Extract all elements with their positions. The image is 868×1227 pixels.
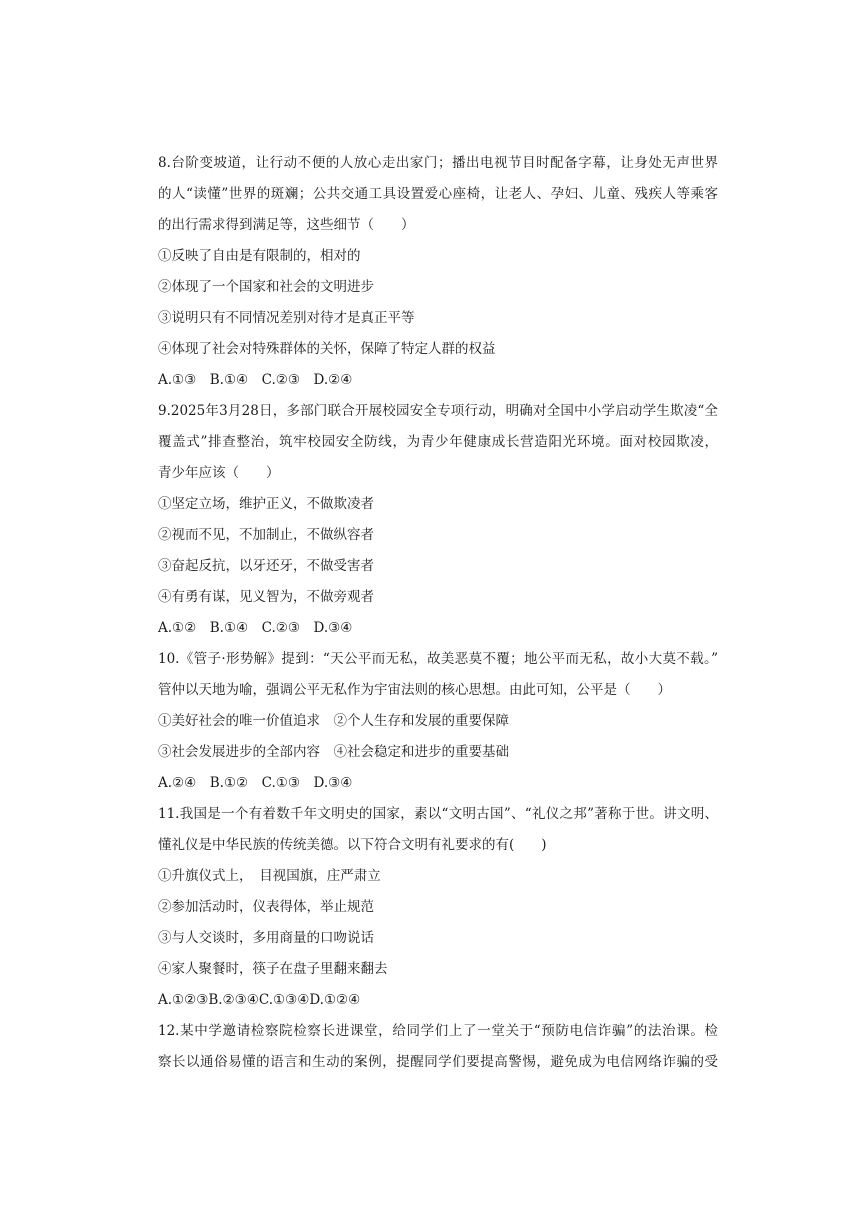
statement-option: ①升旗仪式上， 目视国旗，庄严肃立 xyxy=(158,868,381,884)
question-8 xyxy=(158,148,718,396)
question-stem-line: 懂礼仪是中华民族的传统美德。以下符合文明有礼要求的有( ) xyxy=(158,837,547,853)
answer-choices: A.①③ B.①④ C.②③ D.②④ xyxy=(158,372,353,388)
question-stem-line: 9.2025年3月28日，多部门联合开展校园安全专项行动，明确对全国中小学启动学生欺凌“全 xyxy=(158,403,718,419)
statement-option: ④体现了社会对特殊群体的关怀，保障了特定人群的权益 xyxy=(158,341,496,357)
statement-option: ①美好社会的唯一价值追求 ②个人生存和发展的重要保障 xyxy=(158,713,509,729)
question-stem-line: 青少年应该（ ） xyxy=(158,465,280,481)
statement-option: ①坚定立场，维护正义，不做欺凌者 xyxy=(158,496,374,512)
statement-option: ④家人聚餐时，筷子在盘子里翻来翻去 xyxy=(158,961,388,977)
statement-option: ③与人交谈时，多用商量的口吻说话 xyxy=(158,930,374,946)
statement-option: ④有勇有谋，见义智为，不做旁观者 xyxy=(158,589,374,605)
statement-option: ③说明只有不同情况差别对待才是真正平等 xyxy=(158,310,415,326)
question-10 xyxy=(158,644,718,799)
question-stem-line: 8.台阶变坡道，让行动不便的人放心走出家门；播出电视节目时配备字幕，让身处无声世界 xyxy=(158,155,718,171)
question-stem-line: 11.我国是一个有着数千年文明史的国家，素以“文明古国”、“礼仪之邦”著称于世。讲文明、 xyxy=(158,806,718,822)
question-stem-line: 的人“读懂”世界的斑斓；公共交通工具设置爱心座椅，让老人、孕妇、儿童、残疾人等乘客 xyxy=(158,186,718,202)
statement-option: ③社会发展进步的全部内容 ④社会稳定和进步的重要基础 xyxy=(158,744,509,760)
answer-choices: A.①②③B.②③④C.①③④D.①②④ xyxy=(158,992,361,1008)
question-9 xyxy=(158,396,718,644)
question-11 xyxy=(158,799,718,1016)
statement-option: ②视而不见，不加制止，不做纵容者 xyxy=(158,527,374,543)
statement-option: ②体现了一个国家和社会的文明进步 xyxy=(158,279,374,295)
statement-option: ②参加活动时，仪表得体，举止规范 xyxy=(158,899,374,915)
question-stem-line: 10.《管子·形势解》提到：“天公平而无私，故美恶莫不覆；地公平而无私，故小大莫不载。” xyxy=(158,651,718,667)
statement-option: ③奋起反抗，以牙还牙，不做受害者 xyxy=(158,558,374,574)
statement-option: ①反映了自由是有限制的，相对的 xyxy=(158,248,361,264)
question-stem-line: 的出行需求得到满足等，这些细节（ ） xyxy=(158,217,415,233)
question-stem-line: 覆盖式”排查整治，筑牢校园安全防线，为青少年健康成长营造阳光环境。面对校园欺凌， xyxy=(158,434,718,450)
answer-choices: A.②④ B.①② C.①③ D.③④ xyxy=(158,775,353,791)
question-stem-line: 察长以通俗易懂的语言和生动的案例，提醒同学们要提高警惕，避免成为电信网络诈骗的受 xyxy=(158,1054,718,1070)
question-stem-line: 12.某中学邀请检察院检察长进课堂，给同学们上了一堂关于“预防电信诈骗”的法治课。检 xyxy=(158,1023,718,1039)
exam-page xyxy=(158,148,718,1078)
question-stem-line: 管仲以天地为喻，强调公平无私作为宇宙法则的核心思想。由此可知，公平是（ ） xyxy=(158,682,671,698)
question-12 xyxy=(158,1016,718,1078)
answer-choices: A.①② B.①④ C.②③ D.③④ xyxy=(158,620,353,636)
